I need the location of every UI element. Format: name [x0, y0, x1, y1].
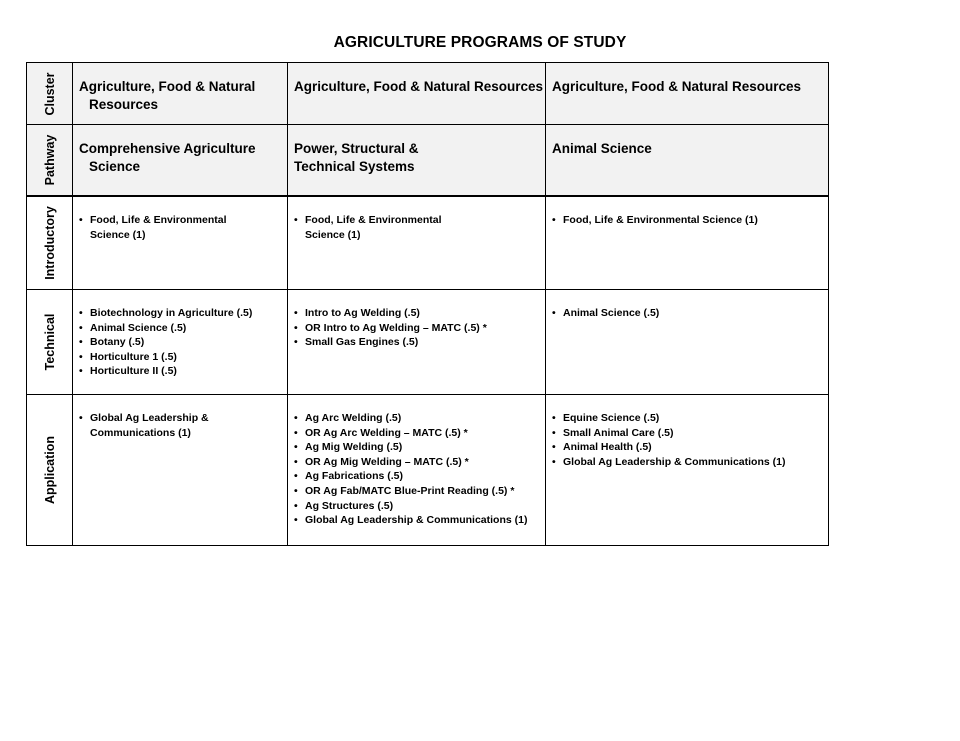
item-text: Science (1) — [305, 228, 361, 241]
item-text: • Food, Life & Environmental — [305, 214, 442, 226]
cluster-cell — [73, 63, 288, 124]
application-cell — [546, 395, 828, 545]
list-item: • Ag Mig Welding (.5) — [294, 440, 545, 455]
cell-text: Agriculture, Food & Natural Resources — [294, 79, 544, 94]
application-cell — [73, 395, 288, 545]
list-item: • OR Ag Mig Welding – MATC (.5) * — [294, 455, 545, 470]
list-item — [294, 213, 545, 242]
list-item: • Food, Life & Environmental Science (1) — [552, 213, 828, 228]
pathway-cell — [546, 125, 828, 195]
list-item: • Ag Structures (.5) — [294, 499, 545, 514]
list-item: • OR Ag Arc Welding – MATC (.5) * — [294, 426, 545, 441]
item-text: • Global Ag Leadership & — [90, 412, 209, 424]
cell-text: Comprehensive Agriculture — [79, 141, 256, 156]
application-row — [27, 395, 828, 545]
technical-cell — [288, 290, 546, 394]
row-label-text: Cluster — [42, 71, 57, 116]
cluster-row — [27, 63, 828, 125]
introductory-row-label — [27, 197, 73, 289]
cell-text: Resources — [89, 97, 159, 112]
list-item: • Small Animal Care (.5) — [552, 426, 828, 441]
row-label-text: Introductory — [42, 206, 57, 280]
list-item — [79, 411, 287, 440]
list-item: • Ag Arc Welding (.5) — [294, 411, 545, 426]
cluster-cell — [288, 63, 546, 124]
technical-row-label — [27, 290, 73, 394]
item-text: Communications (1) — [90, 426, 191, 439]
item-text: Science (1) — [90, 228, 146, 241]
row-label-text: Pathway — [42, 134, 57, 186]
list-item: • Ag Fabrications (.5) — [294, 469, 545, 484]
list-item: • Animal Health (.5) — [552, 440, 828, 455]
list-item: • OR Ag Fab/MATC Blue-Print Reading (.5) * — [294, 484, 545, 499]
technical-cell — [73, 290, 288, 394]
introductory-cell — [546, 197, 828, 289]
cluster-cell — [546, 63, 828, 124]
item-text: • Food, Life & Environmental — [90, 214, 227, 226]
page-title: AGRICULTURE PROGRAMS OF STUDY — [333, 34, 627, 51]
list-item: • Intro to Ag Welding (.5) — [294, 306, 545, 321]
list-item: • Equine Science (.5) — [552, 411, 828, 426]
list-item — [79, 213, 287, 242]
row-label-text: Application — [42, 435, 57, 505]
technical-row — [27, 290, 828, 395]
cell-text: Power, Structural & — [294, 141, 419, 156]
introductory-cell — [73, 197, 288, 289]
application-cell — [288, 395, 546, 545]
list-item: • Global Ag Leadership & Communications (1) — [294, 513, 545, 528]
programs-table — [26, 62, 829, 546]
pathway-row — [27, 125, 828, 197]
cell-text: Agriculture, Food & Natural — [79, 79, 256, 94]
cell-text: Agriculture, Food & Natural Resources — [552, 79, 802, 94]
pathway-cell — [288, 125, 546, 195]
cluster-row-label — [27, 63, 73, 124]
list-item: • OR Intro to Ag Welding – MATC (.5) * — [294, 321, 545, 336]
introductory-row — [27, 197, 828, 290]
row-label-text: Technical — [42, 313, 57, 371]
list-item: • Botany (.5) — [79, 335, 287, 350]
introductory-cell — [288, 197, 546, 289]
technical-cell — [546, 290, 828, 394]
application-row-label — [27, 395, 73, 545]
list-item: • Global Ag Leadership & Communications (1) — [552, 455, 828, 470]
list-item: • Horticulture 1 (.5) — [79, 350, 287, 365]
list-item: • Biotechnology in Agriculture (.5) — [79, 306, 287, 321]
cell-text: Science — [89, 159, 141, 174]
list-item: • Horticulture II (.5) — [79, 364, 287, 379]
cell-text: Technical Systems — [294, 159, 415, 174]
pathway-cell — [73, 125, 288, 195]
list-item: • Animal Science (.5) — [79, 321, 287, 336]
cell-text: Animal Science — [552, 141, 652, 156]
list-item: • Animal Science (.5) — [552, 306, 828, 321]
pathway-row-label — [27, 125, 73, 195]
list-item: • Small Gas Engines (.5) — [294, 335, 545, 350]
